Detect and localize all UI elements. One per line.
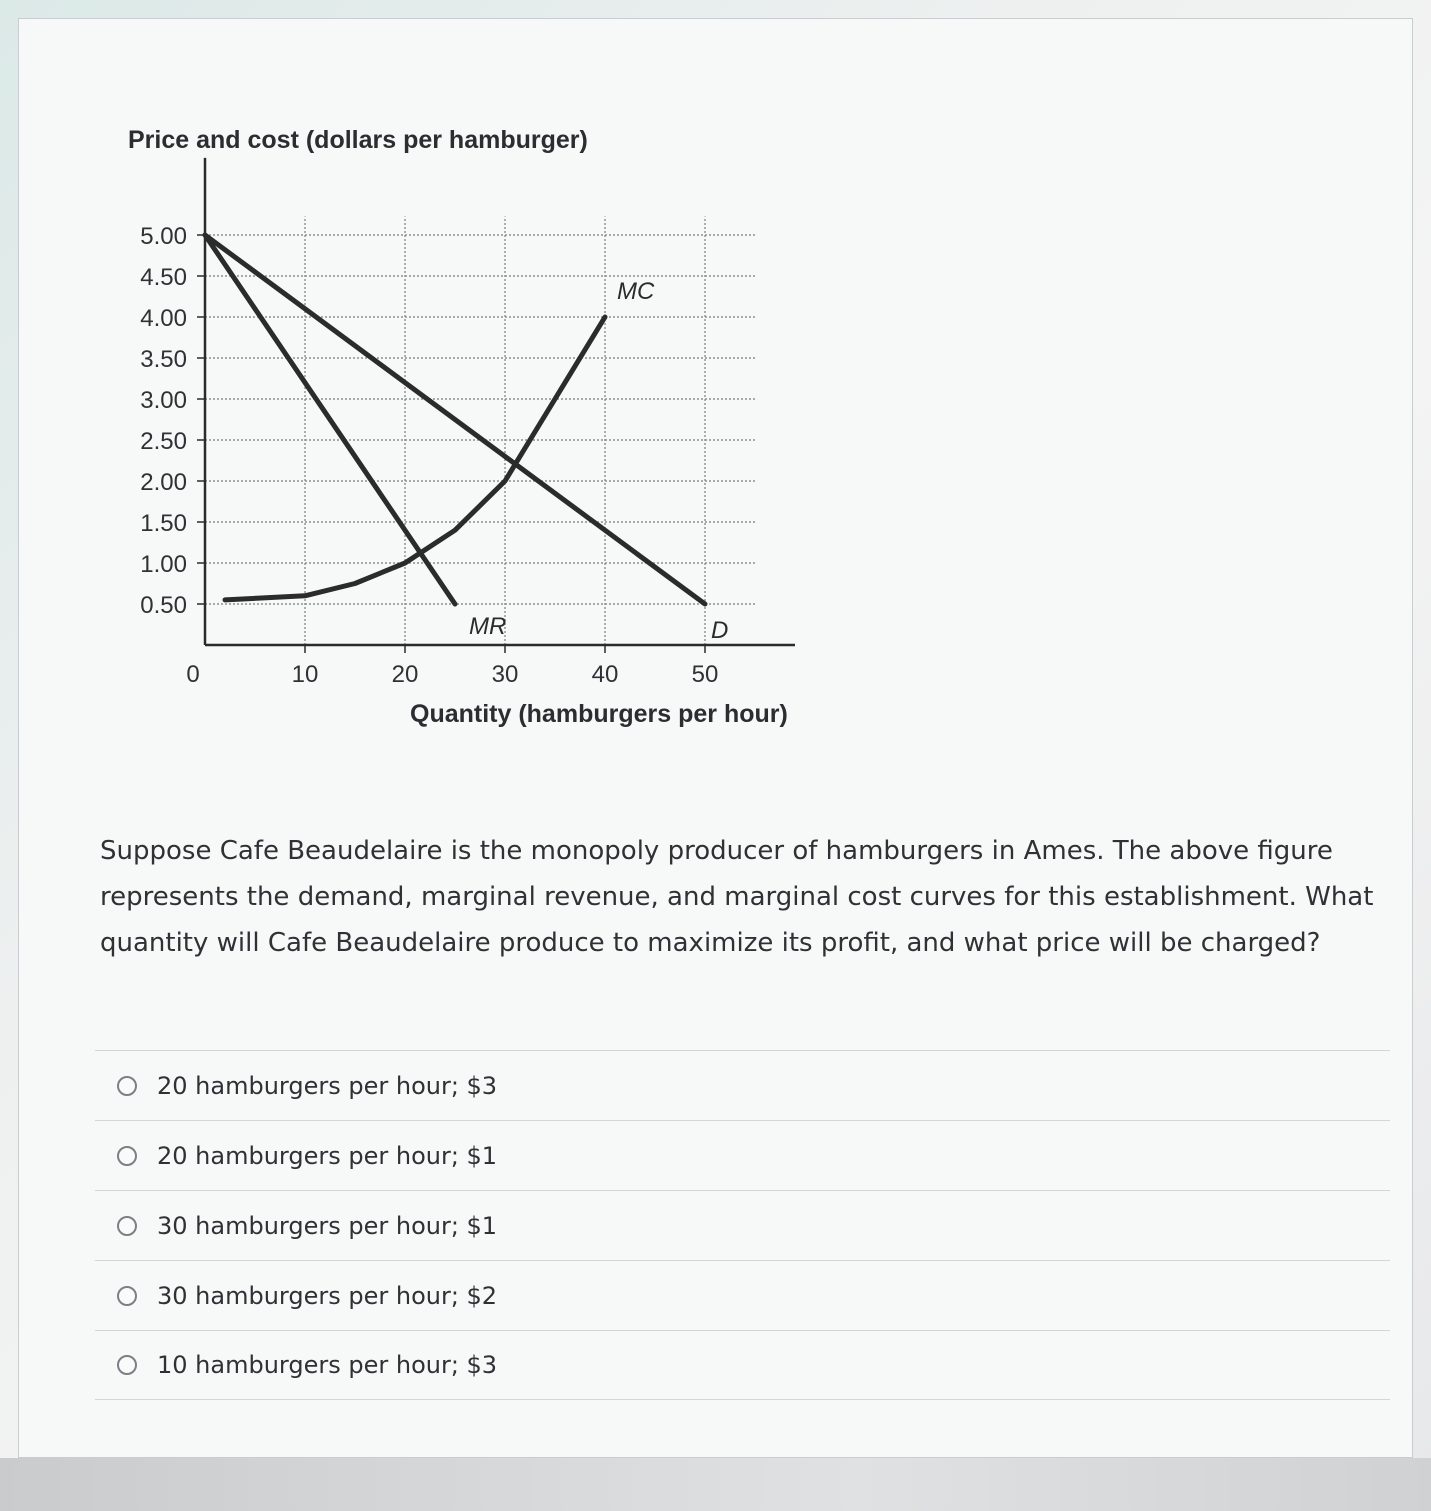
chart-labels <box>140 223 728 688</box>
x-axis-title: Quantity (hamburgers per hour) <box>410 700 788 728</box>
radio-button[interactable] <box>117 1146 137 1166</box>
x-tick-label: 30 <box>491 661 519 688</box>
answer-option-2[interactable] <box>95 1120 1390 1190</box>
answer-option-label: 30 hamburgers per hour; $2 <box>157 1281 498 1310</box>
series-d-label: D <box>711 617 729 644</box>
y-tick-label: 4.00 <box>140 305 187 332</box>
y-tick-label: 3.00 <box>140 387 187 414</box>
chart <box>100 100 820 750</box>
radio-button[interactable] <box>117 1286 137 1306</box>
y-tick-label: 2.50 <box>140 428 187 455</box>
series-mc-line <box>225 317 605 600</box>
x-tick-label: 50 <box>691 661 719 688</box>
answer-option-1[interactable] <box>95 1050 1390 1120</box>
question-text: Suppose Cafe Beaudelaire is the monopoly producer of hamburgers in Ames. The above figure represents the demand, marginal revenue, and marginal cost curves for this establishment. What quantity will Cafe Beaudelaire produce to maximize its profit, and what price will be charged? <box>100 836 1374 958</box>
y-axis-title: Price and cost (dollars per hamburger) <box>128 126 588 154</box>
y-tick-label: 5.00 <box>140 223 187 250</box>
x-tick-label: 0 <box>186 661 200 688</box>
series-mc-label: MC <box>617 278 655 305</box>
y-tick-label: 3.50 <box>140 346 187 373</box>
x-tick-label: 10 <box>291 661 319 688</box>
chart-container <box>100 100 820 750</box>
y-tick-label: 4.50 <box>140 264 187 291</box>
series-mr-line <box>205 235 455 604</box>
series-mr-label: MR <box>469 613 507 640</box>
answer-option-3[interactable] <box>95 1190 1390 1260</box>
y-tick-label: 1.50 <box>140 510 187 537</box>
y-tick-label: 1.00 <box>140 551 187 578</box>
radio-button[interactable] <box>117 1076 137 1096</box>
answer-options <box>95 1050 1390 1400</box>
radio-button[interactable] <box>117 1355 137 1375</box>
answer-option-5[interactable] <box>95 1330 1390 1400</box>
y-tick-label: 2.00 <box>140 469 187 496</box>
answer-option-label: 20 hamburgers per hour; $3 <box>157 1071 498 1100</box>
answer-option-label: 30 hamburgers per hour; $1 <box>157 1211 498 1240</box>
answer-option-label: 20 hamburgers per hour; $1 <box>157 1141 498 1170</box>
y-tick-label: 0.50 <box>140 592 187 619</box>
x-tick-label: 20 <box>391 661 419 688</box>
answer-option-4[interactable] <box>95 1260 1390 1330</box>
radio-button[interactable] <box>117 1216 137 1236</box>
answer-option-label: 10 hamburgers per hour; $3 <box>157 1351 498 1379</box>
x-tick-label: 40 <box>591 661 619 688</box>
screen-bottom-edge <box>0 1458 1431 1511</box>
